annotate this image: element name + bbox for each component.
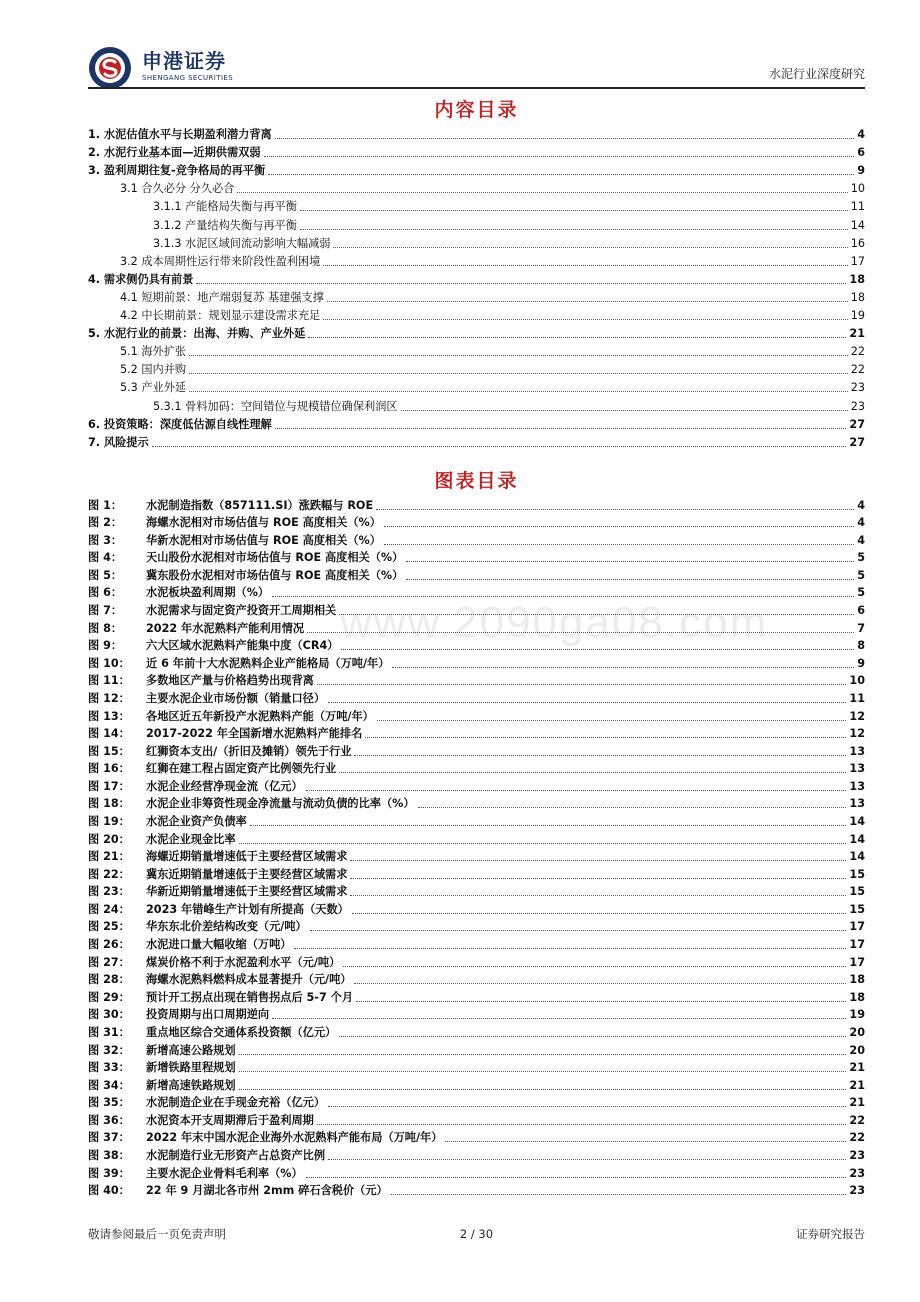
figure-number: 图 4： — [88, 551, 123, 565]
dot-leader — [350, 878, 846, 879]
dot-leader — [239, 1071, 847, 1072]
dot-leader — [239, 1089, 847, 1090]
figure-number: 图 2： — [88, 516, 123, 530]
figure-number: 图 1： — [88, 498, 123, 512]
figure-label: 天山股份水泥相对市场估值与 ROE 高度相关（%） — [146, 551, 404, 565]
figure-label: 2022 年水泥熟料产能利用情况 — [146, 621, 305, 635]
figure-entry[interactable] — [88, 1163, 865, 1181]
figure-page: 4 — [857, 498, 865, 512]
toc-entry[interactable]: 4. 需求侧仍具有前景 18 — [88, 272, 865, 286]
figure-entry[interactable] — [88, 899, 865, 917]
figure-entry[interactable] — [88, 495, 865, 513]
figure-label: 华东东北价差结构改变（元/吨） — [146, 920, 307, 934]
figure-label: 冀东股份水泥相对市场估值与 ROE 高度相关（%） — [146, 568, 404, 582]
figure-page: 21 — [849, 1078, 865, 1092]
figure-label: 22 年 9 月湖北各市州 2mm 碎石含税价（元） — [146, 1184, 388, 1198]
figure-entry[interactable] — [88, 1058, 865, 1076]
figure-page: 13 — [849, 797, 865, 811]
dot-leader — [341, 649, 854, 650]
figure-entry[interactable] — [88, 1005, 865, 1023]
figure-label: 红狮在建工程占固定资产比例领先行业 — [146, 762, 337, 776]
figure-entry[interactable] — [88, 759, 865, 777]
figure-page: 15 — [849, 902, 865, 916]
figure-number: 图 7： — [88, 604, 123, 618]
figure-label: 冀东近期销量增速低于主要经营区域需求 — [146, 867, 348, 881]
figure-label: 水泥制造指数（857111.SI）涨跌幅与 ROE — [146, 498, 374, 512]
figure-page: 12 — [849, 709, 865, 723]
figure-entry[interactable] — [88, 741, 865, 759]
dot-leader — [328, 702, 846, 703]
toc-entry[interactable]: 6. 投资策略：深度低估源自线性理解 27 — [88, 417, 865, 431]
figure-label: 海螺近期销量增速低于主要经营区域需求 — [146, 850, 348, 864]
dot-leader — [406, 579, 854, 580]
figure-label: 主要水泥企业市场份额（销量口径） — [146, 691, 326, 705]
figure-entry[interactable] — [88, 776, 865, 794]
figure-label: 近 6 年前十大水泥熟料企业产能格局（万吨/年） — [146, 656, 390, 670]
figure-number: 图 16： — [88, 762, 130, 776]
figure-entry[interactable] — [88, 829, 865, 847]
figure-label: 2022 年末中国水泥企业海外水泥熟料产能布局（万吨/年） — [146, 1131, 443, 1145]
figure-number: 图 12： — [88, 691, 130, 705]
figure-number: 图 34： — [88, 1078, 130, 1092]
figure-number: 图 3： — [88, 533, 123, 547]
figure-entry[interactable] — [88, 671, 865, 689]
figure-label: 重点地区综合交通体系投资额（亿元） — [146, 1025, 337, 1039]
toc-entry[interactable]: 3.1.2 产量结构失衡与再平衡 14 — [153, 218, 865, 232]
figure-label: 水泥企业现金比率 — [146, 832, 236, 846]
dot-leader — [356, 1001, 846, 1002]
figure-page: 17 — [849, 938, 865, 952]
figure-entry[interactable] — [88, 811, 865, 829]
figure-entry[interactable] — [88, 688, 865, 706]
dot-leader — [294, 948, 846, 949]
toc-entry[interactable]: 5.3 产业外延 23 — [120, 381, 865, 395]
figure-entry[interactable] — [88, 917, 865, 935]
figure-page: 10 — [849, 674, 865, 688]
figure-label: 水泥企业非筹资性现金净流量与流动负债的比率（%） — [146, 797, 415, 811]
figure-label: 水泥企业经营净现金流（亿元） — [146, 779, 303, 793]
figure-label: 2017-2022 年全国新增水泥熟料产能排名 — [146, 727, 363, 741]
figure-number: 图 25： — [88, 920, 130, 934]
figure-label: 水泥制造企业在手现金充裕（亿元） — [146, 1096, 326, 1110]
toc-entry[interactable]: 3.1.1 产能格局失衡与再平衡 11 — [153, 200, 865, 214]
figure-number: 图 22： — [88, 867, 130, 881]
figure-number: 图 32： — [88, 1043, 130, 1057]
figure-label: 多数地区产量与价格趋势出现背离 — [146, 674, 314, 688]
dot-leader — [418, 807, 847, 808]
toc-list — [88, 124, 865, 450]
figure-label: 水泥制造行业无形资产占总资产比例 — [146, 1148, 326, 1162]
figure-page: 20 — [849, 1043, 865, 1057]
dot-leader — [339, 772, 846, 773]
figure-number: 图 20： — [88, 832, 130, 846]
figure-number: 图 21： — [88, 850, 130, 864]
toc-entry[interactable]: 5.3.1 骨料加码：空间错位与规模错位确保利润区 23 — [153, 399, 865, 413]
figure-page: 13 — [849, 744, 865, 758]
figure-entry[interactable] — [88, 513, 865, 531]
figure-number: 图 39： — [88, 1166, 130, 1180]
toc-entry[interactable]: 4.1 短期前景：地产端弱复苏 基建强支撑 18 — [120, 290, 865, 304]
figure-number: 图 19： — [88, 814, 130, 828]
dot-leader — [377, 720, 847, 721]
dot-leader — [350, 895, 846, 896]
figure-page: 5 — [857, 586, 865, 600]
figure-page: 12 — [849, 727, 865, 741]
figure-entry[interactable] — [88, 1145, 865, 1163]
shengang-logo-icon — [88, 46, 132, 90]
dot-leader — [306, 1177, 847, 1178]
figure-page: 22 — [849, 1131, 865, 1145]
figure-entry[interactable] — [88, 970, 865, 988]
figure-page: 20 — [849, 1025, 865, 1039]
figure-label: 各地区近五年新投产水泥熟料产能（万吨/年） — [146, 709, 374, 723]
page-footer — [88, 1226, 865, 1242]
dot-leader — [343, 966, 846, 967]
figure-label: 新增铁路里程规划 — [146, 1061, 236, 1075]
figure-number: 图 29： — [88, 990, 130, 1004]
toc-entry[interactable]: 3.1 合久必分 分久必合 10 — [120, 182, 865, 196]
header-divider — [88, 87, 865, 89]
figure-page: 15 — [849, 867, 865, 881]
figure-entry[interactable] — [88, 1040, 865, 1058]
dot-leader — [328, 1159, 846, 1160]
toc-entry[interactable]: 2. 水泥行业基本面—近期供需双弱 6 — [88, 146, 865, 160]
figure-page: 17 — [849, 920, 865, 934]
figure-index-title: 图表目录 — [434, 470, 519, 492]
figure-entry[interactable] — [88, 1110, 865, 1128]
figure-entry[interactable] — [88, 882, 865, 900]
figure-page: 13 — [849, 779, 865, 793]
dot-leader — [384, 544, 854, 545]
figure-label: 水泥进口量大幅收缩（万吨） — [146, 938, 292, 952]
dot-leader — [250, 825, 847, 826]
figure-page: 18 — [849, 973, 865, 987]
figure-entry[interactable] — [88, 864, 865, 882]
toc-entry[interactable]: 3.2 成本周期性运行带来阶段性盈利困境 17 — [120, 254, 865, 268]
dot-leader — [350, 860, 846, 861]
toc-entry[interactable]: 3.1.3 水泥区域间流动影响大幅减弱 16 — [153, 236, 865, 250]
figure-label: 投资周期与出口周期逆向 — [146, 1008, 270, 1022]
figure-entry[interactable] — [88, 1075, 865, 1093]
figure-number: 图 13： — [88, 709, 130, 723]
figure-number: 图 6： — [88, 586, 123, 600]
dot-leader — [445, 1141, 846, 1142]
figure-number: 图 9： — [88, 639, 123, 653]
figure-number: 图 14： — [88, 727, 130, 741]
figure-number: 图 8： — [88, 621, 123, 635]
figure-entry[interactable] — [88, 565, 865, 583]
dot-leader — [392, 667, 854, 668]
watermark: www.2090ga08.com — [340, 598, 769, 647]
figure-page: 4 — [857, 516, 865, 530]
dot-leader — [384, 526, 854, 527]
disclaimer-note: 敬请参阅最后一页免责声明 — [88, 1227, 226, 1241]
figure-page: 13 — [849, 762, 865, 776]
figure-entry[interactable] — [88, 530, 865, 548]
figure-number: 图 17： — [88, 779, 130, 793]
figure-number: 图 18： — [88, 797, 130, 811]
figure-label: 2023 年错峰生产计划有所提高（天数） — [146, 902, 349, 916]
figure-page: 15 — [849, 885, 865, 899]
toc-entry[interactable]: 7. 风险提示 27 — [88, 435, 865, 449]
figure-number: 图 10： — [88, 656, 130, 670]
toc-entry[interactable]: 3. 盈利周期往复-竞争格局的再平衡 9 — [88, 164, 865, 178]
figure-page: 21 — [849, 1061, 865, 1075]
figure-page: 5 — [857, 551, 865, 565]
figure-number: 图 30： — [88, 1008, 130, 1022]
figure-page: 9 — [857, 656, 865, 670]
figure-entry[interactable] — [88, 934, 865, 952]
figure-label: 海螺水泥相对市场估值与 ROE 高度相关（%） — [146, 516, 381, 530]
figure-entry[interactable] — [88, 724, 865, 742]
figure-label: 六大区域水泥熟料产能集中度（CR4） — [146, 639, 339, 653]
figure-label: 新增高速公路规划 — [146, 1043, 236, 1057]
dot-leader — [352, 913, 847, 914]
figure-page: 23 — [849, 1166, 865, 1180]
dot-leader — [310, 930, 847, 931]
figure-label: 华新水泥相对市场估值与 ROE 高度相关（%） — [146, 533, 381, 547]
figure-page: 22 — [849, 1113, 865, 1127]
figure-label: 主要水泥企业骨料毛利率（%） — [146, 1166, 303, 1180]
page-header — [88, 40, 865, 88]
figure-number: 图 28： — [88, 973, 130, 987]
dot-leader — [272, 1018, 846, 1019]
dot-leader — [328, 1106, 846, 1107]
figure-label: 水泥板块盈利周期（%） — [146, 586, 270, 600]
figure-number: 图 24： — [88, 902, 130, 916]
dot-leader — [239, 843, 847, 844]
toc-entry[interactable]: 4.2 中长期前景：规划显示建设需求充足 19 — [120, 309, 865, 323]
dot-leader — [239, 1054, 847, 1055]
figure-page: 19 — [849, 1008, 865, 1022]
figure-number: 图 40： — [88, 1184, 130, 1198]
dot-leader — [306, 790, 847, 791]
figure-number: 图 33： — [88, 1061, 130, 1075]
figure-page: 14 — [849, 850, 865, 864]
figure-entry[interactable] — [88, 653, 865, 671]
figure-page: 18 — [849, 990, 865, 1004]
figure-entry[interactable] — [88, 1022, 865, 1040]
report-type: 水泥行业深度研究 — [768, 67, 865, 81]
figure-entry[interactable] — [88, 987, 865, 1005]
figure-number: 图 26： — [88, 938, 130, 952]
dot-leader — [391, 1194, 847, 1195]
figure-page: 23 — [849, 1148, 865, 1162]
dot-leader — [365, 737, 846, 738]
figure-label: 新增高速铁路规划 — [146, 1078, 236, 1092]
figure-label: 煤炭价格不利于水泥盈利水平（元/吨） — [146, 955, 341, 969]
figure-entry[interactable] — [88, 794, 865, 812]
figure-label: 华新近期销量增速低于主要经营区域需求 — [146, 885, 348, 899]
figure-page: 14 — [849, 814, 865, 828]
toc-title: 内容目录 — [434, 99, 519, 121]
figure-page: 6 — [857, 604, 865, 618]
figure-entry[interactable] — [88, 706, 865, 724]
figure-number: 图 15： — [88, 744, 130, 758]
figure-entry[interactable] — [88, 1128, 865, 1146]
brand-name-en: SHENGANG SECURITIES — [142, 74, 234, 82]
figure-entry[interactable] — [88, 1181, 865, 1199]
dot-leader — [317, 684, 847, 685]
figure-number: 图 35： — [88, 1096, 130, 1110]
figure-page: 14 — [849, 832, 865, 846]
figure-page: 17 — [849, 955, 865, 969]
toc-entry[interactable]: 1. 水泥估值水平与长期盈利潜力背离 4 — [88, 128, 865, 142]
toc-entry[interactable]: 5.1 海外扩张 22 — [120, 345, 865, 359]
figure-entry[interactable] — [88, 548, 865, 566]
figure-number: 图 31： — [88, 1025, 130, 1039]
figure-number: 图 38： — [88, 1148, 130, 1162]
figure-page: 11 — [849, 691, 865, 705]
figure-number: 图 5： — [88, 568, 123, 582]
figure-number: 图 27： — [88, 955, 130, 969]
dot-leader — [317, 1124, 847, 1125]
dot-leader — [376, 509, 854, 510]
figure-entry[interactable] — [88, 1093, 865, 1111]
dot-leader — [354, 755, 846, 756]
figure-entry[interactable] — [88, 847, 865, 865]
figure-page: 5 — [857, 568, 865, 582]
figure-number: 图 36： — [88, 1113, 130, 1127]
figure-number: 图 11： — [88, 674, 130, 688]
figure-page: 21 — [849, 1096, 865, 1110]
toc-entry[interactable]: 5. 水泥行业的前景：出海、并购、产业外延 21 — [88, 327, 865, 341]
figure-label: 水泥需求与固定资产投资开工周期相关 — [146, 604, 337, 618]
figure-page: 4 — [857, 533, 865, 547]
dot-leader — [339, 1036, 846, 1037]
document-type: 证券研究报告 — [796, 1227, 865, 1241]
figure-page: 8 — [857, 639, 865, 653]
dot-leader — [406, 561, 854, 562]
figure-label: 水泥企业资产负债率 — [146, 814, 247, 828]
dot-leader — [354, 983, 846, 984]
figure-number: 图 23： — [88, 885, 130, 899]
figure-number: 图 37： — [88, 1131, 130, 1145]
figure-page: 7 — [857, 621, 865, 635]
figure-entry[interactable] — [88, 952, 865, 970]
figure-label: 红狮资本支出/（折旧及摊销）领先于行业 — [146, 744, 352, 758]
figure-label: 水泥资本开支周期滞后于盈利周期 — [146, 1113, 314, 1127]
page-number: 2 / 30 — [459, 1227, 494, 1241]
brand-name: 申港证券 — [142, 49, 226, 73]
toc-entry[interactable]: 5.2 国内并购 22 — [120, 363, 865, 377]
figure-label: 海螺水泥熟料燃料成本显著提升（元/吨） — [146, 973, 352, 987]
figure-label: 预计开工拐点出现在销售拐点后 5-7 个月 — [146, 990, 354, 1004]
figure-page: 23 — [849, 1184, 865, 1198]
